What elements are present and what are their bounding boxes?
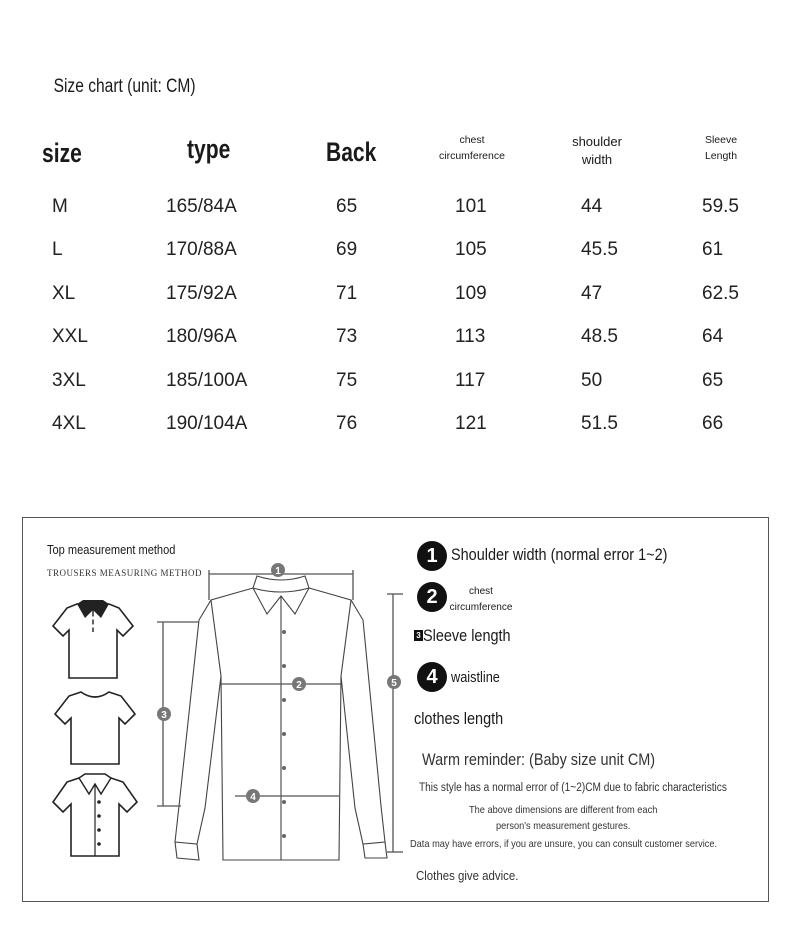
table-row [0, 196, 790, 239]
diagram-marker-3: 3 [161, 710, 167, 721]
cell-back: 65 [336, 196, 358, 217]
legend-number-1-icon: 1 [417, 541, 447, 571]
header-back: Back [326, 137, 377, 167]
cell-size: L [52, 239, 63, 260]
table-row [0, 370, 790, 413]
t-shirt-icon [51, 686, 139, 770]
legend-number-4-icon: 4 [417, 662, 447, 692]
cell-chest: 121 [455, 413, 487, 434]
header-chest [430, 132, 514, 164]
measurement-method-subtitle: TROUSERS MEASURING METHOD [47, 568, 203, 578]
note-dimensions-line2: person's measurement gestures. [496, 820, 631, 832]
header-type: type [187, 134, 231, 164]
cell-size: 3XL [52, 370, 86, 391]
legend-waistline: waistline [451, 669, 500, 686]
header-sleeve-line1: Sleeve [704, 134, 738, 146]
cell-type: 190/104A [166, 413, 248, 434]
cell-size: 4XL [52, 413, 86, 434]
note-data-errors: Data may have errors, if you are unsure, you can consult customer service. [410, 838, 718, 850]
clothes-advice: Clothes give advice. [416, 868, 519, 883]
cell-sleeve: 61 [702, 239, 724, 260]
shirt-measurement-diagram [141, 556, 431, 896]
cell-type: 175/92A [166, 283, 237, 304]
cell-size: XL [52, 283, 76, 304]
legend-number-2-icon: 2 [417, 582, 447, 612]
legend-number-3-icon: 3 [414, 630, 423, 641]
header-chest-line2: circumference [439, 150, 505, 162]
cell-sleeve: 65 [702, 370, 724, 391]
measurement-method-title: Top measurement method [47, 542, 176, 557]
legend-chest-line2: circumference [449, 602, 513, 613]
cell-type: 170/88A [166, 239, 237, 260]
header-shoulder [562, 133, 632, 169]
cell-size: M [52, 196, 68, 217]
cell-shoulder: 51.5 [581, 413, 618, 434]
cell-shoulder: 44 [581, 196, 603, 217]
diagram-marker-2: 2 [296, 680, 302, 691]
diagram-marker-5: 5 [391, 678, 397, 689]
cell-type: 165/84A [166, 196, 237, 217]
cell-shoulder: 47 [581, 283, 603, 304]
legend-chest-line1: chest [469, 586, 493, 597]
header-shoulder-line2: width [581, 152, 613, 167]
cell-chest: 109 [455, 283, 487, 304]
legend-clothes-length: clothes length [414, 709, 504, 728]
cell-chest: 117 [455, 370, 486, 391]
header-sleeve-line2: Length [704, 150, 738, 162]
legend-chest-circumference [449, 584, 513, 616]
cell-sleeve: 66 [702, 413, 724, 434]
diagram-marker-1: 1 [275, 566, 281, 577]
cell-sleeve: 59.5 [702, 196, 739, 217]
cell-chest: 113 [455, 326, 486, 347]
cell-chest: 101 [455, 196, 487, 217]
note-dimensions-line1: The above dimensions are different from each [469, 804, 658, 816]
cell-shoulder: 48.5 [581, 326, 618, 347]
legend-sleeve-length: Sleeve length [423, 626, 511, 645]
cell-shoulder: 45.5 [581, 239, 618, 260]
cell-type: 180/96A [166, 326, 237, 347]
cell-back: 76 [336, 413, 358, 434]
cell-back: 73 [336, 326, 358, 347]
cell-sleeve: 62.5 [702, 283, 739, 304]
cell-type: 185/100A [166, 370, 248, 391]
table-row [0, 283, 790, 326]
cell-back: 71 [336, 283, 358, 304]
note-error: This style has a normal error of (1~2)CM due to fabric characteristics [419, 782, 727, 794]
legend-shoulder-width: Shoulder width (normal error 1~2) [451, 545, 668, 564]
cell-shoulder: 50 [581, 370, 603, 391]
button-shirt-icon [49, 770, 141, 862]
cell-back: 69 [336, 239, 358, 260]
cell-size: XXL [52, 326, 88, 347]
table-row [0, 326, 790, 369]
table-row [0, 239, 790, 282]
table-row [0, 413, 790, 456]
cell-sleeve: 64 [702, 326, 724, 347]
diagram-marker-4: 4 [250, 792, 256, 803]
header-sleeve [694, 132, 748, 164]
measurement-panel [22, 517, 769, 902]
warm-reminder: Warm reminder: (Baby size unit CM) [422, 750, 656, 769]
size-chart-title: Size chart (unit: CM) [53, 76, 196, 97]
header-size: size [42, 138, 82, 168]
polo-shirt-icon [47, 596, 139, 686]
cell-back: 75 [336, 370, 358, 391]
header-chest-line1: chest [459, 134, 485, 146]
header-shoulder-line1: shoulder [572, 134, 622, 149]
cell-chest: 105 [455, 239, 487, 260]
